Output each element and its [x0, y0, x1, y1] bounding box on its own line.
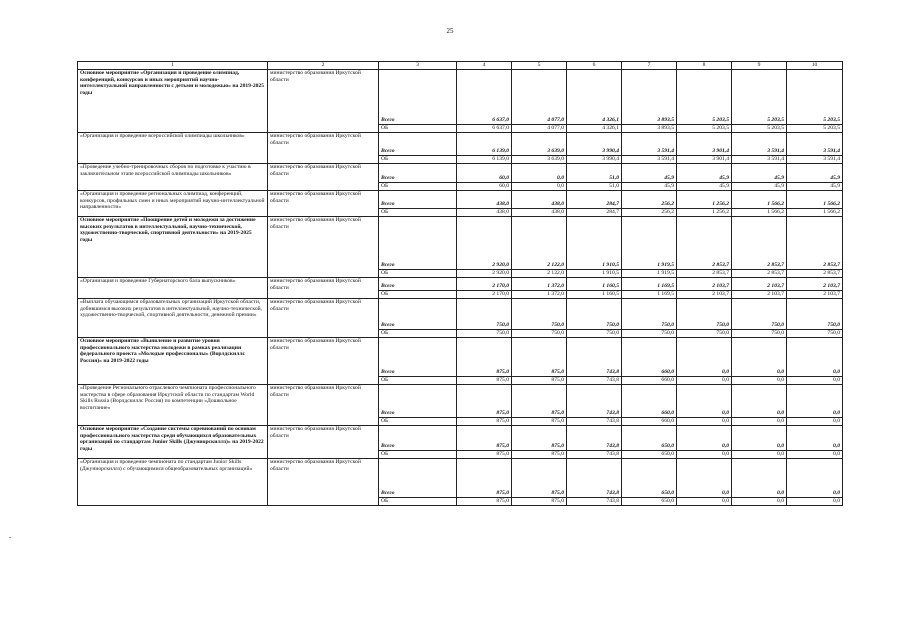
amount-cell: 875,0 [512, 451, 567, 459]
amount-cell: 660,0 [622, 377, 677, 385]
activity-name: Основное мероприятие «Организация и проведение олимпиад, конференций, конкурсов и иных мероприятий научно-интеллектуальной направленности с детьми и молодежью» на 2019-2025 годы [78, 70, 268, 133]
amount-cell: 875,0 [512, 498, 567, 506]
amount-cell: 2 170,0 [457, 291, 512, 299]
amount-cell: 660,0 [622, 418, 677, 426]
responsible-org: министерство образования Иркутской области [268, 164, 379, 191]
table-row-total [78, 70, 843, 125]
amount-cell: 2 853,7 [732, 270, 787, 278]
amount-cell: 875,0 [457, 418, 512, 426]
amount-cell: 45,9 [787, 164, 843, 183]
funding-source: ОБ [379, 291, 457, 299]
amount-cell: 743,8 [567, 338, 622, 377]
amount-cell: 284,7 [567, 191, 622, 209]
amount-cell: 750,0 [567, 330, 622, 338]
table-row-total [78, 385, 843, 418]
amount-cell: 2 103,7 [677, 291, 732, 299]
amount-cell: 0,0 [732, 338, 787, 377]
amount-cell: 743,8 [567, 459, 622, 498]
amount-cell: 2 853,7 [732, 217, 787, 270]
amount-cell: 875,0 [457, 451, 512, 459]
responsible-org: министерство образования Иркутской области [268, 426, 379, 459]
amount-cell: 0,0 [732, 451, 787, 459]
amount-cell: 438,0 [512, 191, 567, 209]
amount-cell: 2 920,0 [457, 217, 512, 270]
activity-name: «Организация и проведение чемпионата по стандартам Junior Skills (Джуниорскиллз) с обучающимися общеобразовательных организаций» [78, 459, 268, 506]
column-number: 5 [512, 62, 567, 70]
amount-cell: 750,0 [787, 299, 843, 330]
funding-source: ОБ [379, 125, 457, 133]
amount-cell: 6 139,0 [457, 156, 512, 164]
table-row-total [78, 278, 843, 291]
amount-cell: 1 919,5 [622, 270, 677, 278]
amount-cell: 45,9 [677, 164, 732, 183]
amount-cell: 0,0 [732, 426, 787, 451]
activity-name: «Организация и проведение региональных олимпиад, конференций, конкурсов, профильных смен и иных мероприятий научно-интеллектуальной направленности» [78, 191, 268, 217]
column-number: 2 [268, 62, 379, 70]
amount-cell: 660,0 [622, 385, 677, 418]
amount-cell: 650,0 [622, 459, 677, 498]
column-number: 1 [78, 62, 268, 70]
amount-cell: 875,0 [457, 426, 512, 451]
responsible-org: министерство образования Иркутской области [268, 278, 379, 299]
amount-cell: 1 160,5 [567, 278, 622, 291]
amount-cell: 875,0 [457, 459, 512, 498]
responsible-org: министерство образования Иркутской области [268, 70, 379, 133]
amount-cell: 438,0 [512, 209, 567, 217]
funding-source: ОБ [379, 156, 457, 164]
responsible-org: министерство образования Иркутской области [268, 217, 379, 278]
amount-cell: 875,0 [512, 338, 567, 377]
amount-cell: 4 077,0 [512, 70, 567, 125]
amount-cell: 2 853,7 [677, 217, 732, 270]
amount-cell: 875,0 [512, 385, 567, 418]
amount-cell: 2 103,7 [787, 278, 843, 291]
amount-cell: 2 920,0 [457, 270, 512, 278]
amount-cell: 3 591,4 [787, 133, 843, 156]
amount-cell: 0,0 [677, 377, 732, 385]
funding-source: Всего [379, 278, 457, 291]
activity-name: Основное мероприятие «Поощрение детей и молодежи за достижение высоких результатов в интеллектуальной, научно-технической, художественно-творческой, спортивной деятельности» на 2019-2025 годы [78, 217, 268, 278]
amount-cell: 0,0 [512, 164, 567, 183]
amount-cell: 2 122,0 [512, 217, 567, 270]
column-number: 8 [677, 62, 732, 70]
amount-cell: 3 591,4 [732, 133, 787, 156]
page-number: 25 [446, 27, 454, 35]
amount-cell: 875,0 [512, 426, 567, 451]
amount-cell: 1 256,2 [677, 209, 732, 217]
column-number: 10 [787, 62, 843, 70]
amount-cell: 0,0 [787, 498, 843, 506]
amount-cell: 875,0 [457, 385, 512, 418]
amount-cell: 743,8 [567, 426, 622, 451]
column-number: 9 [732, 62, 787, 70]
amount-cell: 284,7 [567, 209, 622, 217]
amount-cell: 45,9 [677, 183, 732, 191]
amount-cell: 1 256,2 [677, 191, 732, 209]
amount-cell: 3 639,0 [512, 133, 567, 156]
amount-cell: 0,0 [787, 426, 843, 451]
amount-cell: 743,8 [567, 377, 622, 385]
amount-cell: 743,8 [567, 418, 622, 426]
amount-cell: 0,0 [732, 377, 787, 385]
amount-cell: 5 203,5 [732, 125, 787, 133]
amount-cell: 3 591,4 [732, 156, 787, 164]
funding-source: ОБ [379, 498, 457, 506]
amount-cell: 2 853,7 [787, 270, 843, 278]
amount-cell: 0,0 [677, 338, 732, 377]
table-row-total [78, 164, 843, 183]
column-number: 4 [457, 62, 512, 70]
amount-cell: 1 372,0 [512, 291, 567, 299]
amount-cell: 750,0 [622, 299, 677, 330]
amount-cell: 60,0 [457, 183, 512, 191]
amount-cell: 650,0 [622, 426, 677, 451]
amount-cell: 3 901,4 [677, 156, 732, 164]
amount-cell: 1 169,5 [622, 278, 677, 291]
amount-cell: 875,0 [512, 418, 567, 426]
amount-cell: 750,0 [512, 330, 567, 338]
amount-cell: 0,0 [677, 451, 732, 459]
amount-cell: 2 103,7 [732, 278, 787, 291]
amount-cell: 1 910,5 [567, 217, 622, 270]
amount-cell: 3 990,4 [567, 133, 622, 156]
amount-cell: 5 203,5 [732, 70, 787, 125]
amount-cell: 750,0 [622, 330, 677, 338]
amount-cell: 1 910,5 [567, 270, 622, 278]
responsible-org: министерство образования Иркутской области [268, 338, 379, 385]
amount-cell: 750,0 [732, 299, 787, 330]
amount-cell: 0,0 [787, 459, 843, 498]
amount-cell: 0,0 [787, 418, 843, 426]
margin-mark: - [9, 533, 12, 541]
funding-source: Всего [379, 217, 457, 270]
amount-cell: 0,0 [677, 459, 732, 498]
amount-cell: 750,0 [457, 299, 512, 330]
activity-name: Основное мероприятие «Выявление и развитие уровня профессионального мастерства молодежи в рамках реализации федерального проекта «Молодые профессионалы» (Ворлдскиллс Россия)» на 2019-2022 годы [78, 338, 268, 385]
amount-cell: 0,0 [677, 418, 732, 426]
amount-cell: 45,9 [732, 183, 787, 191]
column-number: 6 [567, 62, 622, 70]
amount-cell: 743,8 [567, 498, 622, 506]
table-row-total [78, 217, 843, 270]
amount-cell: 0,0 [677, 385, 732, 418]
activity-name: «Организация и проведение всероссийской олимпиады школьников» [78, 133, 268, 164]
amount-cell: 2 853,7 [787, 217, 843, 270]
amount-cell: 6 637,0 [457, 70, 512, 125]
amount-cell: 2 122,0 [512, 270, 567, 278]
amount-cell: 875,0 [457, 498, 512, 506]
amount-cell: 6 139,0 [457, 133, 512, 156]
amount-cell: 256,2 [622, 209, 677, 217]
amount-cell: 750,0 [732, 330, 787, 338]
amount-cell: 4 077,0 [512, 125, 567, 133]
funding-source: ОБ [379, 209, 457, 217]
amount-cell: 750,0 [787, 330, 843, 338]
amount-cell: 1 566,2 [732, 191, 787, 209]
activity-name: «Выплата обучающимся образовательных организаций Иркутской области, добившимся высоких результатов в интеллектуальной, научно-технической, художественно-творческой, спортивной деятельности, денежной премии» [78, 299, 268, 338]
amount-cell: 2 170,0 [457, 278, 512, 291]
amount-cell: 743,8 [567, 385, 622, 418]
amount-cell: 743,8 [567, 451, 622, 459]
amount-cell: 0,0 [787, 451, 843, 459]
amount-cell: 3 639,0 [512, 156, 567, 164]
amount-cell: 438,0 [457, 191, 512, 209]
funding-source: Всего [379, 426, 457, 451]
amount-cell: 0,0 [732, 418, 787, 426]
amount-cell: 0,0 [732, 498, 787, 506]
amount-cell: 1 566,2 [787, 209, 843, 217]
table-body [78, 70, 843, 506]
amount-cell: 2 853,7 [677, 270, 732, 278]
amount-cell: 51,0 [567, 164, 622, 183]
funding-source: Всего [379, 164, 457, 183]
activity-name: «Проведение Регионального отраслевого чемпионата профессионального мастерства в сфере образования Иркутской области по стандартам World Skills Russia (Ворлдскиллс Россия) по компетенции «Дошкольное воспитание» [78, 385, 268, 426]
funding-source: ОБ [379, 377, 457, 385]
column-number-row [78, 62, 843, 70]
responsible-org: министерство образования Иркутской области [268, 133, 379, 164]
amount-cell: 1 566,2 [732, 209, 787, 217]
amount-cell: 875,0 [457, 377, 512, 385]
amount-cell: 750,0 [677, 299, 732, 330]
amount-cell: 45,9 [622, 164, 677, 183]
funding-source: ОБ [379, 270, 457, 278]
amount-cell: 5 203,5 [677, 125, 732, 133]
responsible-org: министерство образования Иркутской области [268, 191, 379, 217]
table-row-total [78, 133, 843, 156]
funding-source: Всего [379, 133, 457, 156]
funding-source: Всего [379, 459, 457, 498]
amount-cell: 3 591,4 [622, 133, 677, 156]
amount-cell: 2 103,7 [677, 278, 732, 291]
column-number: 3 [379, 62, 457, 70]
amount-cell: 1 566,2 [787, 191, 843, 209]
amount-cell: 750,0 [512, 299, 567, 330]
amount-cell: 0,0 [512, 183, 567, 191]
table-row-total [78, 426, 843, 451]
amount-cell: 0,0 [787, 338, 843, 377]
amount-cell: 2 103,7 [787, 291, 843, 299]
amount-cell: 4 326,1 [567, 125, 622, 133]
table-row-total [78, 338, 843, 377]
amount-cell: 650,0 [622, 498, 677, 506]
amount-cell: 3 893,5 [622, 125, 677, 133]
responsible-org: министерство образования Иркутской области [268, 459, 379, 506]
amount-cell: 750,0 [457, 330, 512, 338]
amount-cell: 3 591,4 [787, 156, 843, 164]
amount-cell: 45,9 [732, 164, 787, 183]
amount-cell: 875,0 [512, 459, 567, 498]
amount-cell: 650,0 [622, 451, 677, 459]
funding-source: ОБ [379, 451, 457, 459]
amount-cell: 256,2 [622, 191, 677, 209]
amount-cell: 1 160,5 [567, 291, 622, 299]
funding-source: ОБ [379, 330, 457, 338]
amount-cell: 0,0 [787, 377, 843, 385]
amount-cell: 0,0 [677, 498, 732, 506]
column-number: 7 [622, 62, 677, 70]
funding-source: Всего [379, 70, 457, 125]
amount-cell: 45,9 [622, 183, 677, 191]
responsible-org: министерство образования Иркутской области [268, 385, 379, 426]
amount-cell: 5 203,5 [787, 70, 843, 125]
amount-cell: 875,0 [457, 338, 512, 377]
responsible-org: министерство образования Иркутской области [268, 299, 379, 338]
amount-cell: 0,0 [787, 385, 843, 418]
amount-cell: 6 637,0 [457, 125, 512, 133]
amount-cell: 1 169,5 [622, 291, 677, 299]
amount-cell: 0,0 [732, 385, 787, 418]
amount-cell: 5 203,5 [787, 125, 843, 133]
amount-cell: 60,0 [457, 164, 512, 183]
table-row-total [78, 191, 843, 209]
funding-source: Всего [379, 338, 457, 377]
amount-cell: 2 103,7 [732, 291, 787, 299]
amount-cell: 5 203,5 [677, 70, 732, 125]
budget-table [77, 61, 843, 506]
amount-cell: 3 591,4 [622, 156, 677, 164]
funding-source: Всего [379, 191, 457, 209]
amount-cell: 1 372,0 [512, 278, 567, 291]
activity-name: «Организация и проведение Губернаторского бала выпускников» [78, 278, 268, 299]
table-row-total [78, 299, 843, 330]
amount-cell: 438,0 [457, 209, 512, 217]
amount-cell: 875,0 [512, 377, 567, 385]
funding-source: Всего [379, 299, 457, 330]
amount-cell: 660,0 [622, 338, 677, 377]
amount-cell: 750,0 [677, 330, 732, 338]
amount-cell: 750,0 [567, 299, 622, 330]
amount-cell: 3 893,5 [622, 70, 677, 125]
amount-cell: 1 919,5 [622, 217, 677, 270]
amount-cell: 4 326,1 [567, 70, 622, 125]
activity-name: Основное мероприятие «Создание системы соревнований по основам профессионального мастерства среди обучающихся образовательных организаций по стандартам Junior Skills (Джуниорскиллз)» на 2019-2022 годы [78, 426, 268, 459]
amount-cell: 3 901,4 [677, 133, 732, 156]
table-row-total [78, 459, 843, 498]
amount-cell: 0,0 [677, 426, 732, 451]
amount-cell: 51,0 [567, 183, 622, 191]
amount-cell: 3 990,4 [567, 156, 622, 164]
funding-source: Всего [379, 385, 457, 418]
amount-cell: 45,9 [787, 183, 843, 191]
funding-source: ОБ [379, 183, 457, 191]
amount-cell: 0,0 [732, 459, 787, 498]
funding-source: ОБ [379, 418, 457, 426]
activity-name: «Проведение учебно-тренировочных сборов по подготовке к участию в заключительном этапе всероссийской олимпиады школьников» [78, 164, 268, 191]
